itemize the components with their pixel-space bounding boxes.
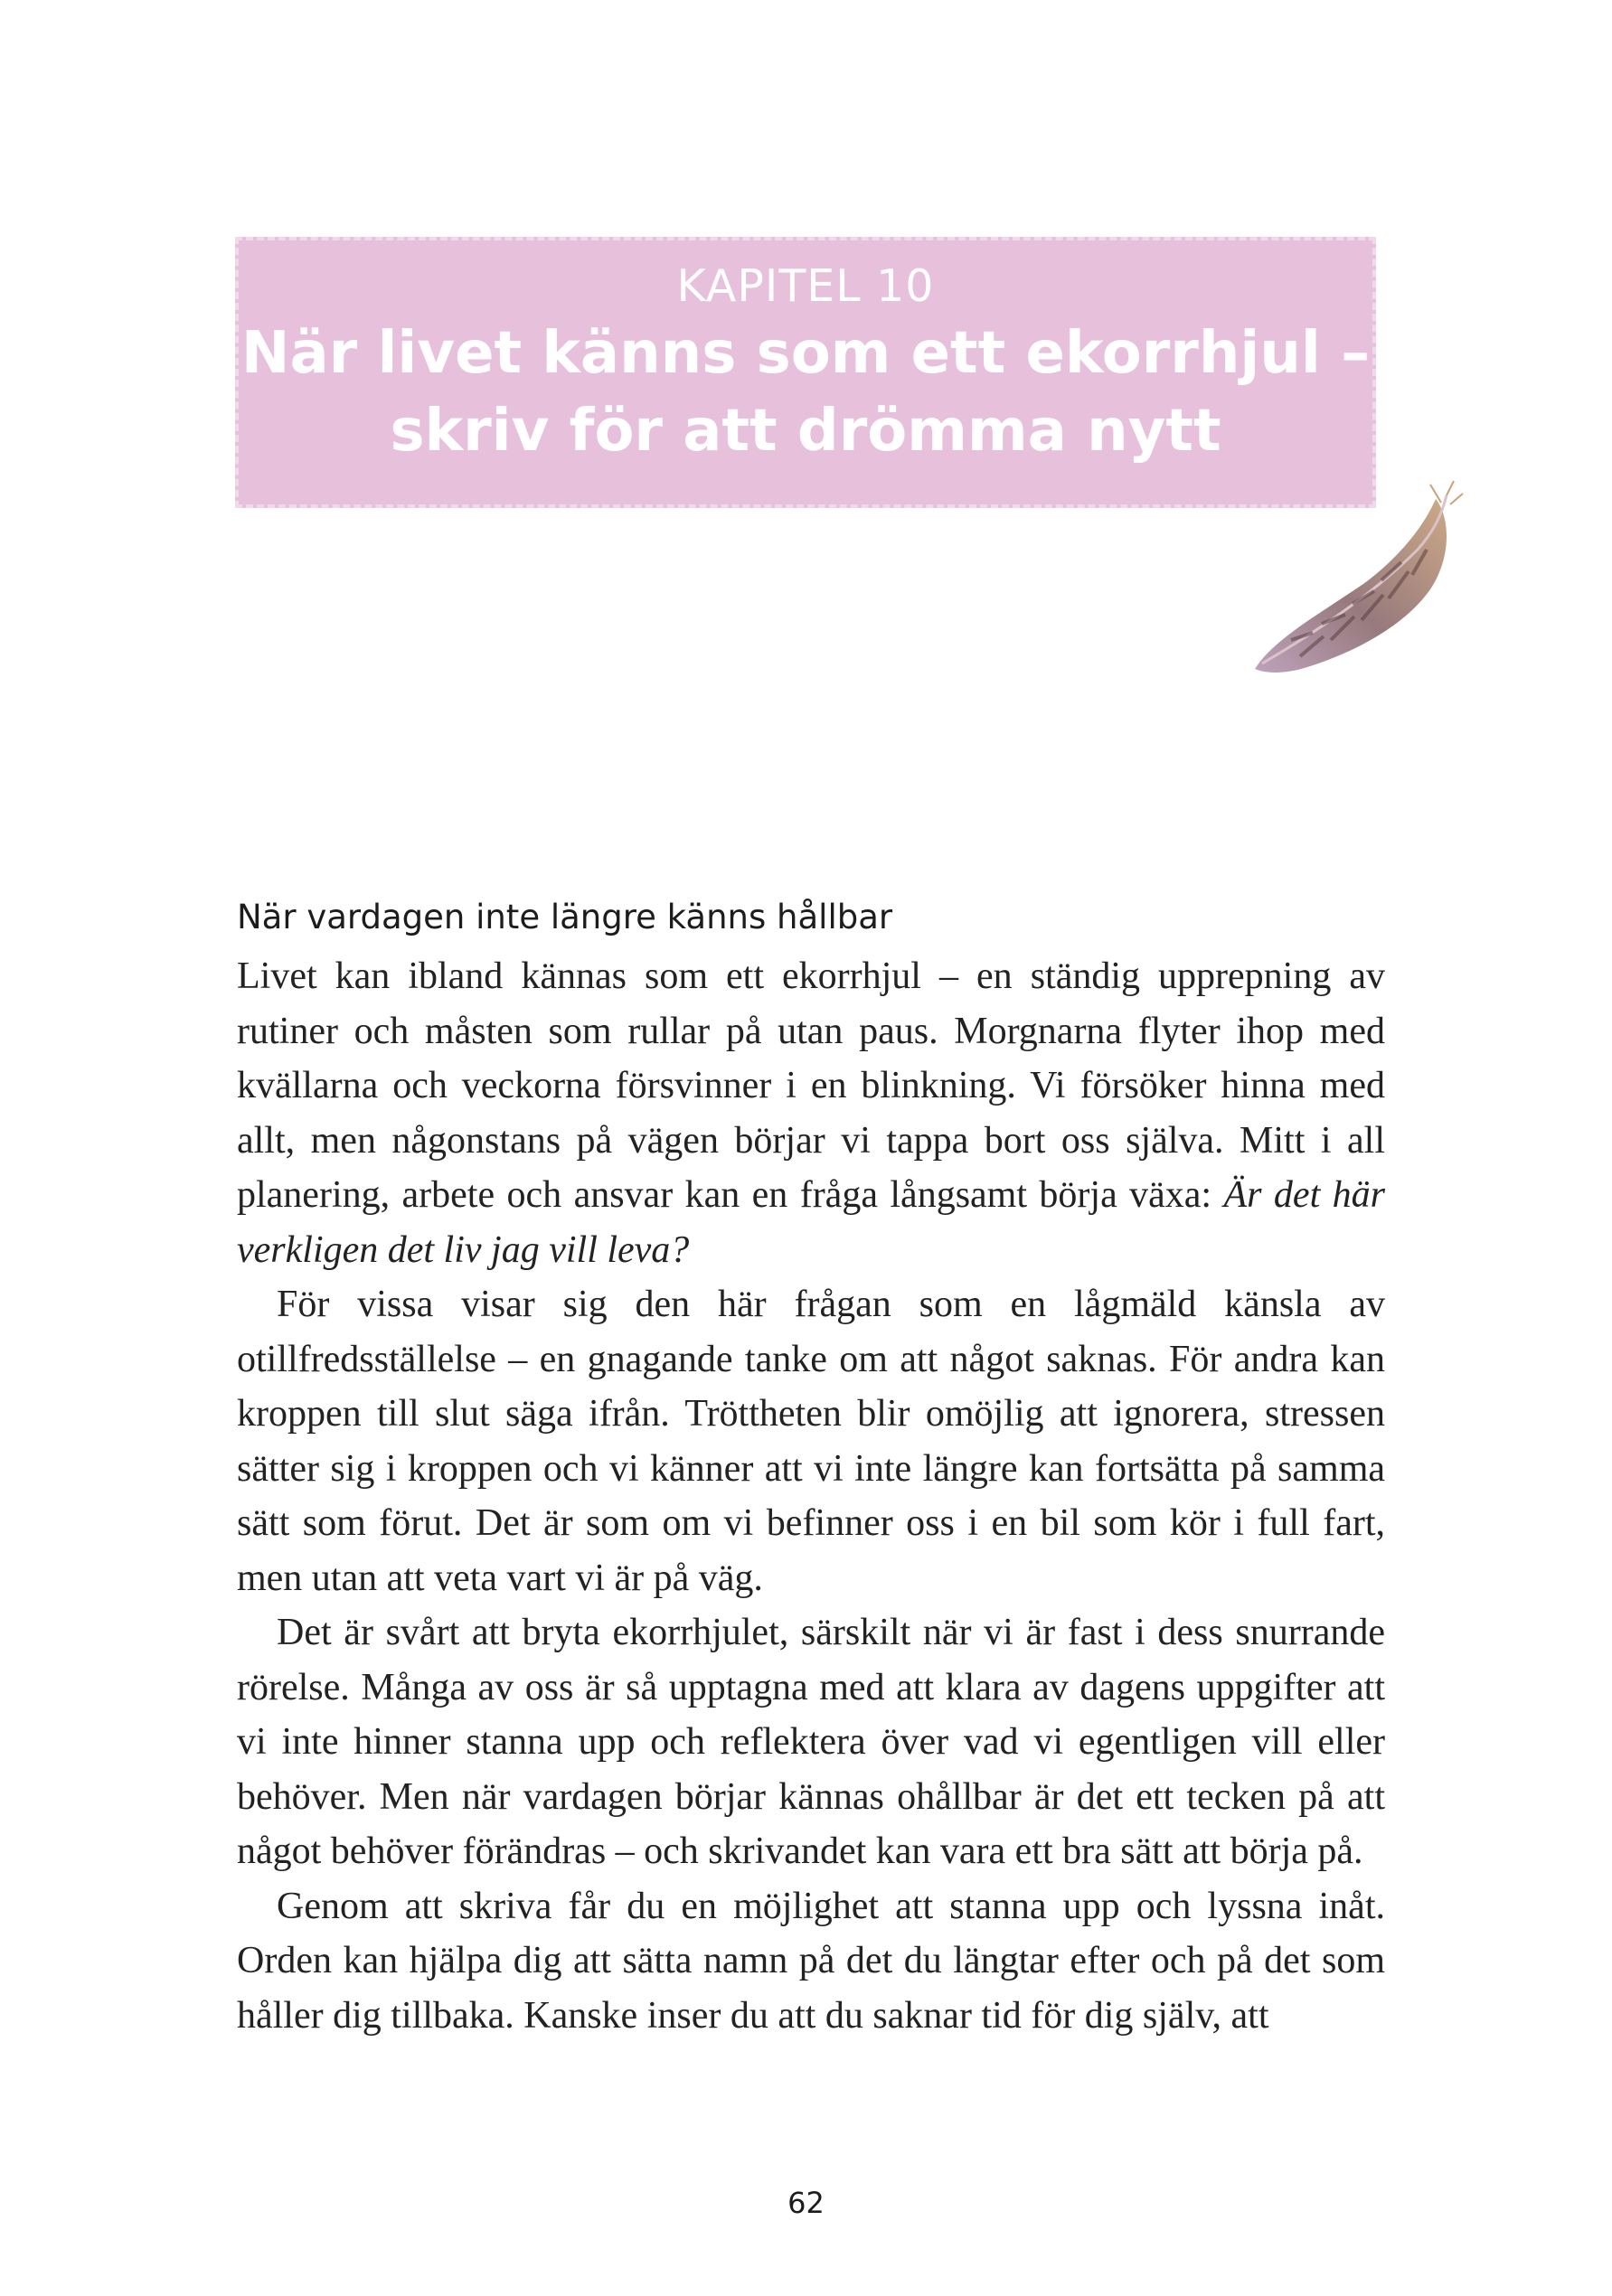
paragraph-2: För vissa visar sig den här frågan som en lågmäld känsla av otillfredsställelse – en gnagande tanke om att något saknas. För andra kan kroppen till slut säga ifrån. Tröttheten blir omöjlig att ignorera, stressen sätter sig i kroppen och vi känner att vi inte längre kan fortsätta på samma sätt som förut. Det är som om vi befinner oss i en bil som kör i full fart, men utan att veta vart vi är på väg. xyxy=(237,1284,1385,1599)
chapter-title-line-1: När livet känns som ett ekorrhjul – xyxy=(240,320,1371,387)
chapter-banner xyxy=(235,237,1376,508)
chapter-title-line-2: skriv för att drömma nytt xyxy=(390,398,1221,465)
paragraph-4: Genom att skriva får du en möjlighet att stanna upp och lyssna inåt. Orden kan hjälpa dig att sätta namn på det du längtar efter och på det som håller dig tillbaka. Kanske inser du att du saknar tid för dig själv, att xyxy=(237,1885,1385,2037)
page-number: 62 xyxy=(787,2186,825,2220)
paragraph-1-text: Livet kan ibland kännas som ett ekorrhjul – en ständig upprepning av rutiner och måsten som rullar på utan paus. Morgnarna flyter ihop med kvällarna och veckorna försvinner i en blinkning. Vi försöker hinna med allt, men någonstans på vägen börjar vi tappa bort oss själva. Mitt i all planering, arbete och ansvar kan en fråga långsamt börja växa: xyxy=(237,955,1385,1216)
body-text xyxy=(237,949,1385,2043)
paragraph-1 xyxy=(237,949,1385,1277)
chapter-label: KAPITEL 10 xyxy=(676,260,935,312)
paragraph-3: Det är svårt att bryta ekorrhjulet, särskilt när vi är fast i dess snurrande rörelse. Många av oss är så upptagna med att klara av dagens uppgifter att vi inte hinner stanna upp och reflektera över vad vi egentligen vill eller behöver. Men när vardagen börjar kännas ohållbar är det ett tecken på att något behöver förändras – och skrivandet kan vara ett bra sätt att börja på. xyxy=(237,1612,1385,1872)
feather-icon xyxy=(1237,463,1481,689)
chapter-title xyxy=(235,315,1376,470)
section-heading: När vardagen inte längre känns hållbar xyxy=(237,898,893,936)
paragraph-1-italic: Är det här verkligen det liv jag vill leva? xyxy=(237,1174,1385,1271)
